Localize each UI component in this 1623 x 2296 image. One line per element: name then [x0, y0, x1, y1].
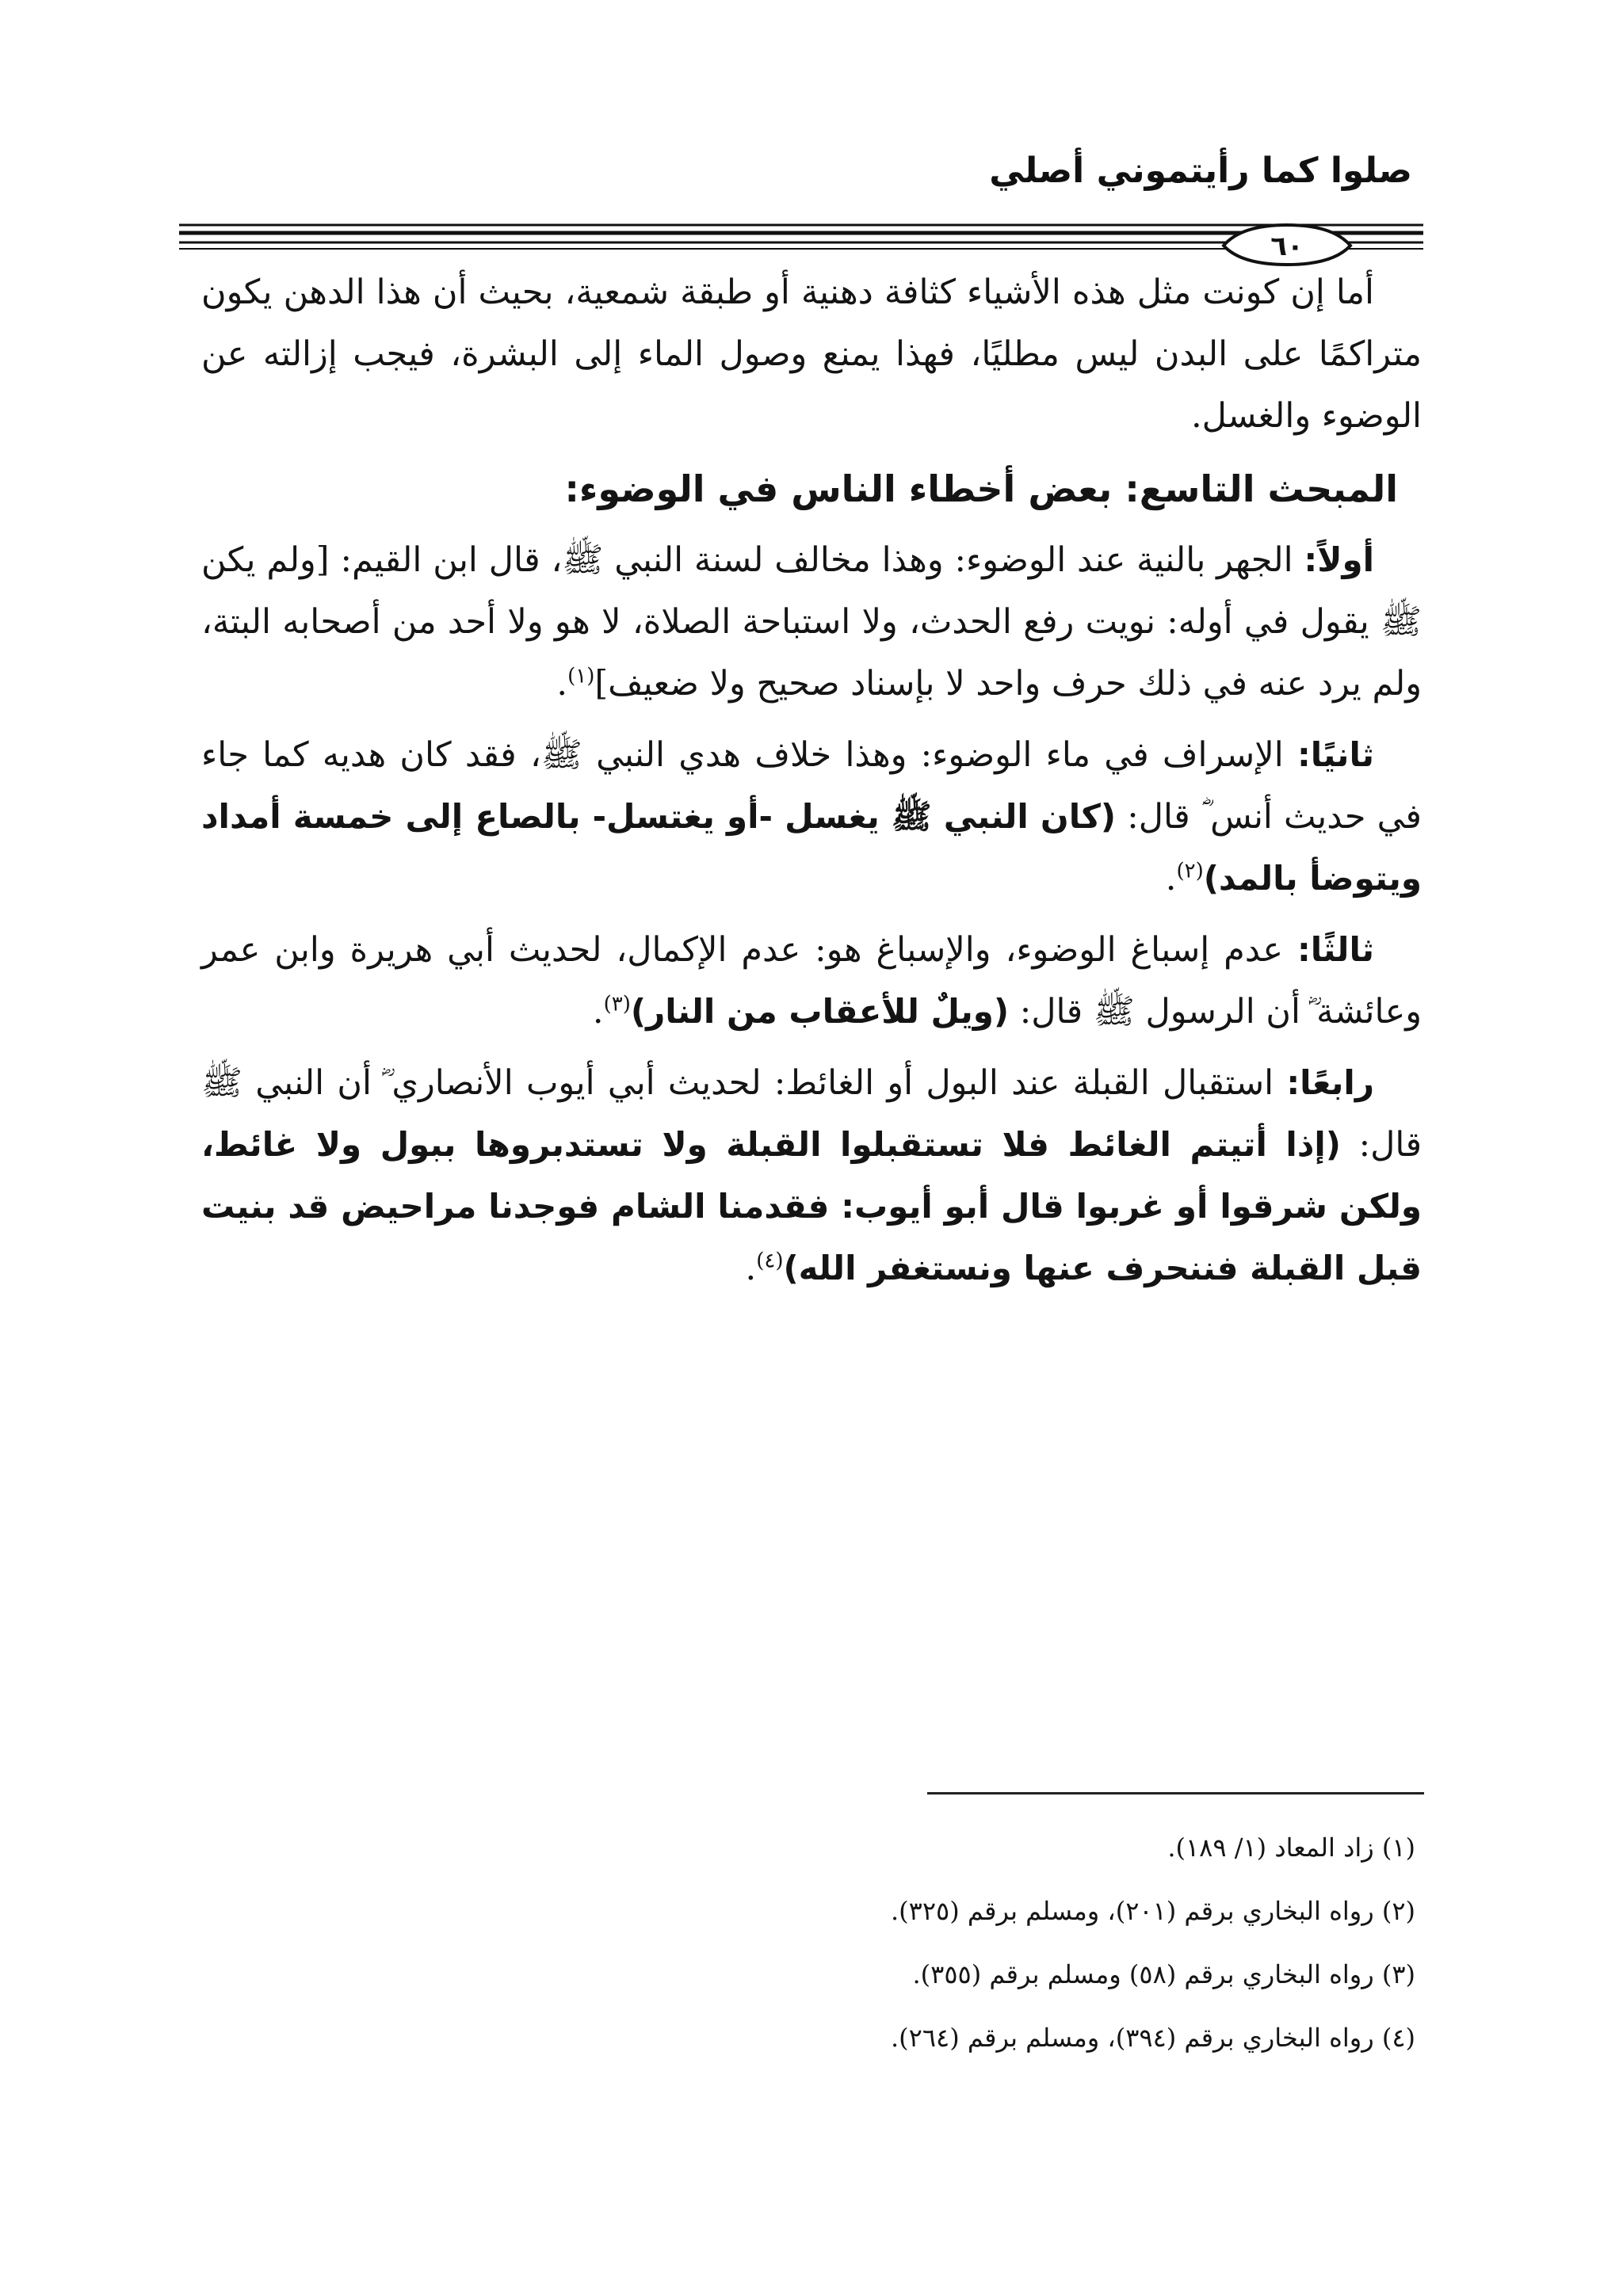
footnote-2: (٢) رواه البخاري برقم (٢٠١)، ومسلم برقم (٣٢٥).	[890, 1896, 1415, 1926]
section-heading: المبحث التاسع: بعض أخطاء الناس في الوضوء:	[564, 467, 1398, 510]
item-4: رابعًا: استقبال القبلة عند البول أو الغائط: لحديث أبي أيوب الأنصاري ؓ أن النبي ﷺ قال: (إذا أتيتم الغائط فلا تستقبلوا القبلة ولا تستدبروها ببول ولا غائط، ولكن شرقوا أو غربوا قال أبو أيوب: فقدمنا الشام فوجدنا مراحيض قد بنيت قبل القبلة فننحرف عنها ونستغفر الله)$^{(٤)}$.	[201, 1063, 1422, 1288]
item-1-text: الجهر بالنية عند الوضوء: وهذا مخالف لسنة النبي ﷺ، قال ابن القيم: [ولم يكن ﷺ يقول في أوله: نويت رفع الحدث، ولا استباحة الصلاة، لا هو ولا أحد من أصحابه البتة، ولم يرد عنه في ذلك حرف واحد لا بإسناد صحيح ولا ضعيف]	[201, 540, 1422, 704]
item-3-hadith: (ويلٌ للأعقاب من النار)	[630, 992, 1010, 1031]
item-3: ثالثًا: عدم إسباغ الوضوء، والإسباغ هو: عدم الإكمال، لحديث أبي هريرة وابن عمر وعائشة ؓ أن الرسول ﷺ قال: (ويلٌ للأعقاب من النار)$^{(٣)}$.	[201, 930, 1422, 1032]
item-3-label: ثالثًا:	[1296, 930, 1374, 969]
item-4-hadith: (إذا أتيتم الغائط فلا تستقبلوا القبلة ولا تستدبروها ببول ولا غائط، ولكن شرقوا أو غربوا قال أبو أيوب: فقدمنا الشام فوجدنا مراحيض قد بنيت قبل القبلة فننحرف عنها ونستغفر الله)	[201, 1125, 1422, 1287]
footnote-1: (١) زاد المعاد (١/ ١٨٩).	[1167, 1833, 1415, 1863]
item-4-text: استقبال القبلة عند البول أو الغائط: لحديث أبي أيوب الأنصاري ؓ أن النبي ﷺ قال:	[201, 1063, 1422, 1165]
footnote-4: (٤) رواه البخاري برقم (٣٩٤)، ومسلم برقم (٢٦٤).	[890, 2023, 1415, 2053]
item-1: أولاً: الجهر بالنية عند الوضوء: وهذا مخالف لسنة النبي ﷺ، قال ابن القيم: [ولم يكن ﷺ يقول في أوله: نويت رفع الحدث، ولا استباحة الصلاة، لا هو ولا أحد من أصحابه البتة، ولم يرد عنه في ذلك حرف واحد لا بإسناد صحيح ولا ضعيف]$^{(١)}$.	[201, 540, 1422, 704]
running-title: صلوا كما رأيتموني أصلي	[989, 151, 1412, 191]
footnote-ref-1: (١)	[567, 664, 595, 688]
intro-paragraph: أما إن كونت مثل هذه الأشياء كثافة دهنية أو طبقة شمعية، بحيث أن هذا الدهن يكون متراكمًا على البدن ليس مطليًا، فهذا يمنع وصول الماء إلى البشرة، فيجب إزالته عن الوضوء والغسل.	[201, 273, 1422, 436]
item-4-label: رابعًا:	[1286, 1063, 1374, 1102]
body-text	[201, 261, 1422, 1309]
footnote-ref-3: (٣)	[603, 992, 631, 1016]
item-2-hadith: (كان النبي ﷺ يغسل -أو يغتسل- بالصاع إلى خمسة أمداد ويتوضأ بالمد)	[201, 797, 1422, 898]
footnote-separator	[927, 1792, 1424, 1794]
footnotes	[227, 1816, 1415, 2069]
footnote-ref-4: (٤)	[756, 1249, 784, 1273]
item-2: ثانيًا: الإسراف في ماء الوضوء: وهذا خلاف هدي النبي ﷺ، فقد كان هديه كما جاء في حديث أنس ؓ قال: (كان النبي ﷺ يغسل -أو يغتسل- بالصاع إلى خمسة أمداد ويتوضأ بالمد)$^{(٢)}$.	[201, 735, 1422, 898]
item-3-text: عدم إسباغ الوضوء، والإسباغ هو: عدم الإكمال، لحديث أبي هريرة وابن عمر وعائشة ؓ أن الرسول ﷺ قال:	[201, 930, 1422, 1032]
item-2-text: الإسراف في ماء الوضوء: وهذا خلاف هدي النبي ﷺ، فقد كان هديه كما جاء في حديث أنس ؓ قال:	[201, 735, 1422, 837]
footnote-3: (٣) رواه البخاري برقم (٥٨) ومسلم برقم (٣٥٥).	[912, 1959, 1415, 1989]
page-number: ٦٠	[1270, 231, 1304, 262]
footnote-ref-2: (٢)	[1176, 859, 1204, 883]
item-2-label: ثانيًا:	[1296, 735, 1374, 774]
item-1-label: أولاً:	[1304, 540, 1374, 579]
